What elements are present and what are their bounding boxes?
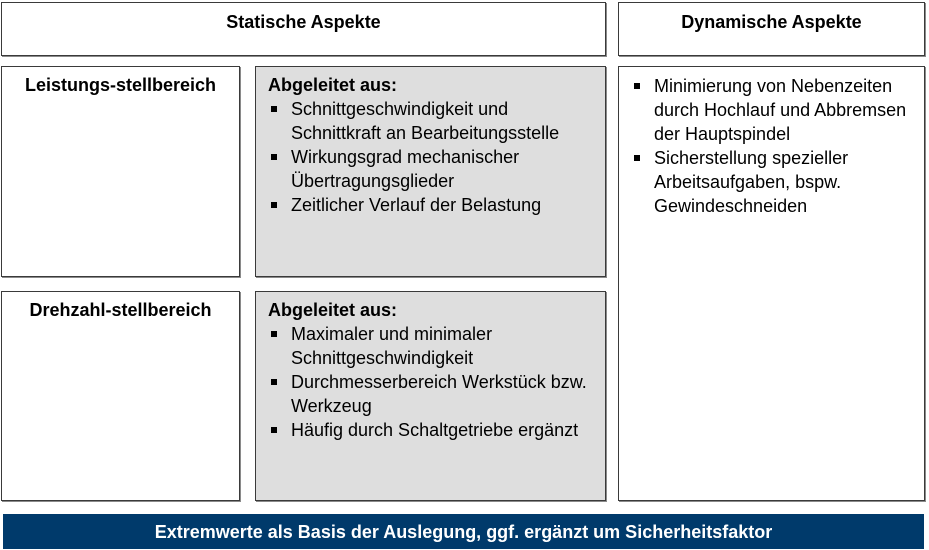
list-item: Zeitlicher Verlauf der Belastung [268,193,595,217]
power-range-derived-box [255,66,606,277]
square-bullet-icon [271,427,277,433]
list-item: Maximaler und minimaler Schnittgeschwindigkeit [268,322,595,370]
square-bullet-icon [271,106,277,112]
list-item: Schnittgeschwindigkeit und Schnittkraft an Bearbeitungsstelle [268,97,595,145]
dynamic-aspects-title: Dynamische Aspekte [681,12,862,32]
square-bullet-icon [271,379,277,385]
power-range-list [268,97,595,217]
footer-text: Extremwerte als Basis der Auslegung, ggf. ergänzt um Sicherheitsfaktor [154,522,773,542]
static-aspects-title: Statische Aspekte [226,12,381,32]
list-item: Häufig durch Schaltgetriebe ergänzt [268,418,595,442]
square-bullet-icon [271,154,277,160]
speed-range-label: Drehzahl-stellbereich [29,300,212,320]
square-bullet-icon [634,83,640,89]
list-item: Durchmesserbereich Werkstück bzw. Werkzeug [268,370,595,418]
speed-range-label-box [1,291,240,501]
speed-range-derived-box [255,291,606,501]
derived-title: Abgeleitet aus: [268,300,398,320]
square-bullet-icon [271,331,277,337]
square-bullet-icon [634,155,640,161]
power-range-label-box [1,66,240,277]
list-item: Minimierung von Nebenzeiten durch Hochlauf und Abbremsen der Hauptspindel [631,74,910,146]
list-item: Wirkungsgrad mechanischer Übertragungsglieder [268,145,595,193]
static-aspects-header [1,2,606,56]
footer-banner [3,514,924,549]
derived-title: Abgeleitet aus: [268,75,398,95]
dynamic-aspects-box [618,66,925,501]
dynamic-aspects-list [631,74,910,218]
speed-range-list [268,322,595,442]
power-range-label: Leistungs-stellbereich [24,75,217,95]
dynamic-aspects-header [618,2,925,56]
square-bullet-icon [271,202,277,208]
list-item: Sicherstellung spezieller Arbeitsaufgaben, bspw. Gewindeschneiden [631,146,910,218]
